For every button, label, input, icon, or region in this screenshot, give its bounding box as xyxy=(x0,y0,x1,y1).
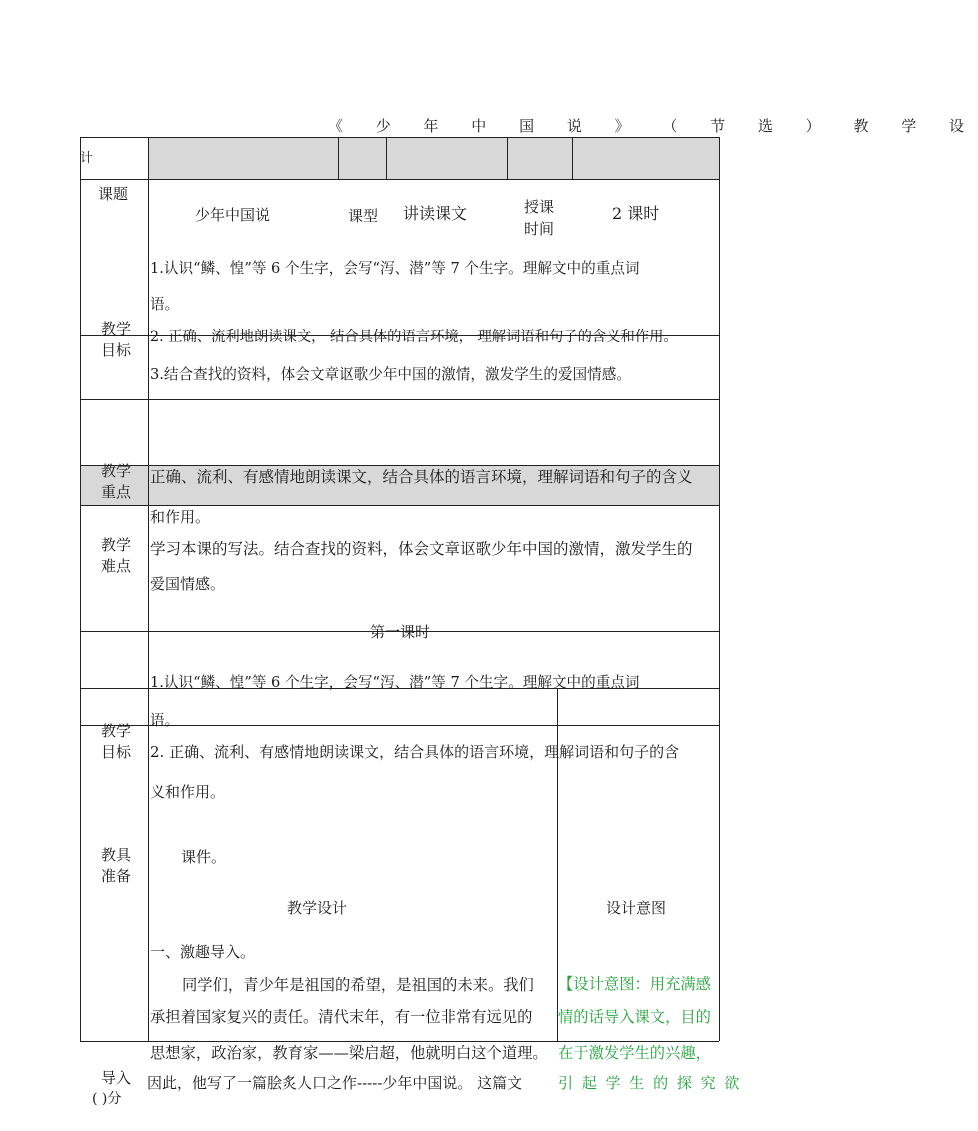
intent-header: 设计意图 xyxy=(606,899,667,917)
first-lesson-text: 语。 xyxy=(150,712,180,729)
first-lesson-text: 1.认识“鳞、惶”等 6 个生字，会写“泻、潜”等 7 个生字。理解文中的重点词 xyxy=(150,674,640,691)
key-points-text: 和作用。 xyxy=(150,508,211,526)
col-label xyxy=(148,137,149,1041)
first-lesson-text: 2. 正确、流利、有感情地朗读课文，结合具体的语言环境，理解词语和句子的含 xyxy=(150,743,680,761)
hours-label: 时间 xyxy=(524,220,555,238)
objectives-text: 1.认识“鳞、惶”等 6 个生字，会写“泻、潜”等 7 个生字。理解文中的重点词 xyxy=(150,260,640,277)
doc-title: 《 少 年 中 国 说 》 （ 节 选 ） 教 学 设 xyxy=(328,117,978,135)
rule xyxy=(80,179,719,180)
design-paragraph: 承担着国家复兴的责任。清代末年，有一位非常有远见的 xyxy=(150,1008,533,1026)
difficulties-label: 教学 xyxy=(101,536,132,554)
hours-label: 授课 xyxy=(524,198,555,216)
header-strip xyxy=(148,137,719,179)
rule xyxy=(80,505,719,506)
key-points-text: 正确、流利、有感情地朗读课文，结合具体的语言环境，理解词语和句子的含义 xyxy=(150,468,693,486)
rule xyxy=(80,399,719,400)
col-header-4 xyxy=(572,137,573,179)
intent-text: 引 起 学 生 的 探 究 欲 xyxy=(558,1074,742,1092)
rule-bottom xyxy=(80,1041,719,1042)
doc-title-continuation: 计 xyxy=(80,151,94,166)
section-heading: 一、激趣导入。 xyxy=(150,943,256,961)
col-header-3 xyxy=(507,137,508,179)
intent-text: 在于激发学生的兴趣， xyxy=(558,1044,711,1062)
objectives-text: 2. 正确、流利地朗读课文， 结合具体的语言环境， 理解词语和句子的含义和作用。 xyxy=(150,329,678,345)
design-paragraph: 同学们，青少年是祖国的希望，是祖国的未来。我们 xyxy=(182,976,534,994)
intent-text: 【设计意图：用充满感 xyxy=(558,975,711,993)
difficulties-label: 难点 xyxy=(101,557,132,575)
objectives-text: 语。 xyxy=(150,296,180,313)
intro-minutes: ( )分 xyxy=(92,1091,122,1107)
difficulties-text: 爱国情感。 xyxy=(150,575,226,593)
difficulties-text: 学习本课的写法。结合查找的资料，体会文章讴歌少年中国的激情，激发学生的 xyxy=(150,540,693,558)
rule xyxy=(80,465,719,466)
type-label: 课型 xyxy=(348,207,379,225)
col-left xyxy=(80,137,81,1041)
objectives-label: 教学 xyxy=(101,320,132,338)
materials-value: 课件。 xyxy=(181,848,227,866)
col-header-2 xyxy=(386,137,387,179)
hours-value: 2 课时 xyxy=(612,204,660,223)
materials-label: 教具 xyxy=(101,846,132,864)
objectives-label: 目标 xyxy=(101,341,132,359)
design-paragraph: 思想家，政治家，教育家——梁启超，他就明白这个道理。 xyxy=(150,1044,548,1062)
intro-label: 导入 xyxy=(101,1069,132,1087)
objectives-text: 3.结合查找的资料，体会文章讴歌少年中国的激情，激发学生的爱国情感。 xyxy=(150,366,631,383)
key-points-label: 教学 xyxy=(101,462,132,480)
first-lesson-label: 教学 xyxy=(101,722,132,740)
first-lesson-text: 义和作用。 xyxy=(150,783,226,801)
type-value: 讲读课文 xyxy=(403,204,468,223)
first-lesson-label: 目标 xyxy=(101,743,132,761)
first-lesson-title: 第一课时 xyxy=(370,623,431,641)
col-right xyxy=(719,137,720,1041)
subject-label: 课题 xyxy=(98,185,129,203)
design-header: 教学设计 xyxy=(287,899,348,917)
design-paragraph: 因此，他写了一篇脍炙人口之作-----少年中国说。 这篇文 xyxy=(147,1074,523,1092)
rule-top xyxy=(80,137,719,138)
col-header-1 xyxy=(338,137,339,179)
intent-text: 情的话导入课文，目的 xyxy=(558,1008,711,1026)
key-points-label: 重点 xyxy=(101,483,132,501)
subject-value: 少年中国说 xyxy=(195,206,271,224)
materials-label: 准备 xyxy=(101,867,132,885)
